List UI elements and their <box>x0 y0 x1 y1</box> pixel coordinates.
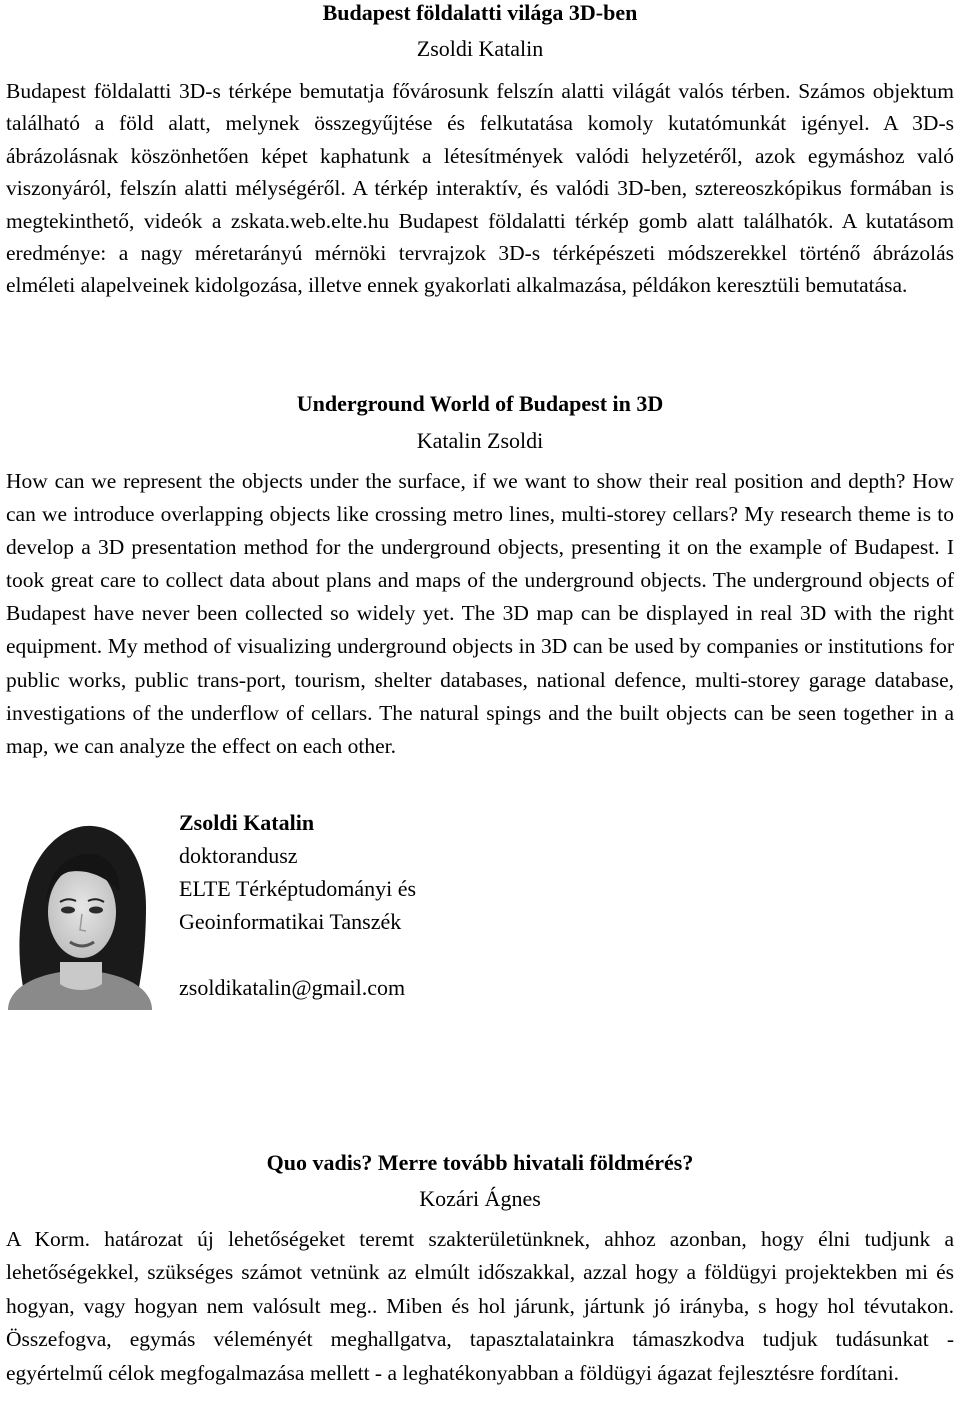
bio-role: doktorandusz <box>179 843 298 868</box>
author-portrait-photo <box>8 812 152 1010</box>
portrait-image <box>8 812 152 1010</box>
article-2-author: Katalin Zsoldi <box>416 428 544 453</box>
article-3-abstract: A Korm. határozat új lehetőségeket teremt szakterületünknek, ahhoz azonban, hogy élni tudjunk a lehetőségekkel, szükséges számot vetnünk az elmúlt időszakkal, azzal hogy a földügyi projektekben mi és hogyan, vagy hogyan nem valósult meg.. Miben és hol járunk, jártunk jó irányba, s hogy hol tévutakon. Összefogva, egymás véleményét meghallgatva, tapasztalatainkra támaszkodva tudjuk tudásunkat - egyértelmű célok megfogalmazása mellett - a leghatékonyabban a földügyi ágazat fejlesztésre fordítani. <box>6 1227 954 1385</box>
article-2-abstract: How can we represent the objects under the surface, if we want to show their real position and depth? How can we introduce overlapping objects like crossing metro lines, multi-storey cellars? My research theme is to develop a 3D presentation method for the underground objects, presenting it on the example of Budapest. I took great care to collect data about plans and maps of the underground objects. The underground objects of Budapest have never been collected so widely yet. The 3D map can be displayed in real 3D with the right equipment. My method of visualizing underground objects in 3D can be used by companies or institutions for public works, public trans-port, tourism, shelter databases, national defence, multi-storey garage database, investigations of the underflow of cellars. The natural spings and the built objects can be seen together in a map, we can analyze the effect on each other. <box>6 469 954 758</box>
article-1-title: Budapest földalatti világa 3D-ben <box>322 0 638 25</box>
bio-department-line-1: ELTE Térképtudományi és <box>179 876 417 901</box>
article-1-abstract: Budapest földalatti 3D-s térképe bemutatja fővárosunk felszín alatti világát valós térben. Számos objektum található a föld alatt, melynek összegyűjtése és felkutatása komoly kutatómunkát igényel. A 3D-s ábrázolásnak köszönhetően képet kaphatunk a létesítmények valódi helyzetéről, azok egymáshoz való viszonyáról, felszín alatti mélységéről. A térkép interaktív, és valódi 3D-ben, sztereoszkópikus formában is megtekinthető, videók a zskata.web.elte.hu Budapest földalatti térkép gomb alatt találhatók. A kutatásom eredménye: a nagy méretarányú mérnöki tervrajzok 3D-s térképészeti módszerekkel történő ábrázolás elméleti alapelveinek kidolgozása, illetve ennek gyakorlati alkalmazása, példákon keresztüli bemutatása. <box>6 79 954 298</box>
bio-spacer <box>179 938 679 971</box>
article-3-title: Quo vadis? Merre tovább hivatali földmérés? <box>266 1150 694 1175</box>
article-3-author: Kozári Ágnes <box>419 1186 541 1211</box>
article-1-author: Zsoldi Katalin <box>416 36 544 61</box>
author-bio <box>179 806 679 1004</box>
bio-name: Zsoldi Katalin <box>179 810 315 835</box>
article-2-title: Underground World of Budapest in 3D <box>296 391 664 416</box>
bio-department-line-2: Geoinformatikai Tanszék <box>179 909 402 934</box>
bio-email: zsoldikatalin@gmail.com <box>179 975 406 1000</box>
